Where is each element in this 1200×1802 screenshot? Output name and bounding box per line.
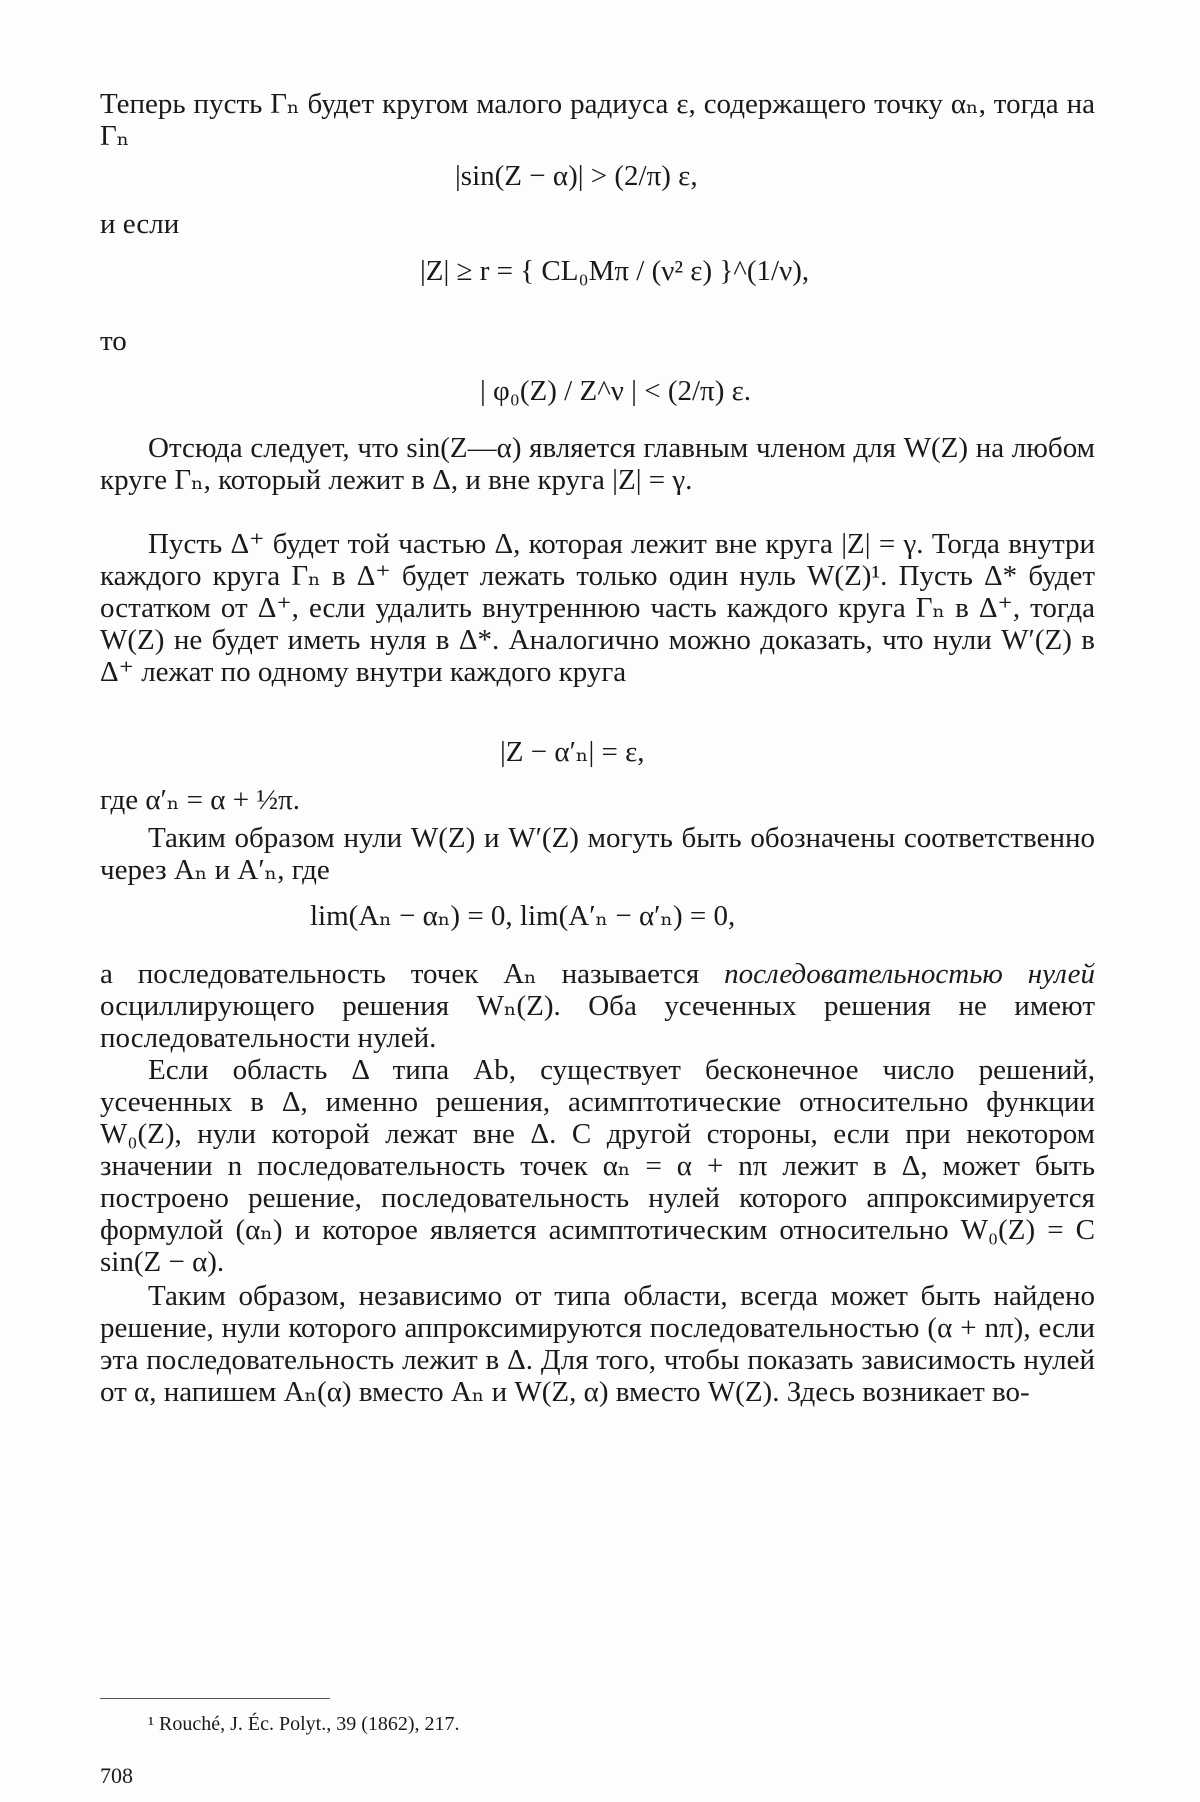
paragraph-alpha-prime: где α′ₙ = α + ½π. [100,784,300,816]
formula-radius-bound: |Z| ≥ r = { CL₀Mπ / (ν² ε) }^(1/ν), [420,255,810,287]
term-zero-sequence: последовательностью нулей [724,958,1095,990]
paragraph-zeros-notation: Таким образом нули W(Z) и W′(Z) могуть быть обозначены соответственно через Aₙ и A′ₙ, где [100,822,1095,886]
paragraph-then: то [100,325,127,357]
formula-sin-inequality: |sin(Z − α)| > (2/π) ε, [455,160,698,192]
paragraph-zero-sequence-part2: осциллирующего решения Wₙ(Z). Оба усеченных решения не имеют последовательности нулей. [100,990,1095,1054]
paragraph-domain-ab: Если область Δ типа Ab, существует бесконечное число решений, усеченных в Δ, именно решения, асимптотические относительно функции W₀(Z), нули которой лежат вне Δ. С другой стороны, если при некотором значении n последовательность точек αₙ = α + nπ лежит в Δ, может быть построено решение, последовательность нулей которого аппроксимируется формулой (αₙ) и которое является асимптотическим относительно W₀(Z) = C sin(Z − α). [100,1054,1095,1278]
footnote-divider [100,1698,330,1699]
paragraph-zero-sequence-part1: а последовательность точек Aₙ называется [100,958,725,990]
formula-circle: |Z − α′ₙ| = ε, [500,736,645,768]
paragraph-if: и если [100,208,180,240]
formula-ratio-bound: | φ₀(Z) / Z^ν | < (2/π) ε. [480,375,752,407]
paragraph-intro: Теперь пусть Γₙ будет кругом малого радиуса ε, содержащего точку αₙ, тогда на Γₙ [100,88,1095,152]
paragraph-main-term: Отсюда следует, что sin(Z—α) является главным членом для W(Z) на любом круге Γₙ, который лежит в Δ, и вне круга |Z| = γ. [100,432,1095,496]
paragraph-independent: Таким образом, независимо от типа области, всегда может быть найдено решение, нули которого аппроксимируются последовательностью (α + nπ), если эта последовательность лежит в Δ. Для того, чтобы показать зависимость нулей от α, напишем Aₙ(α) вместо Aₙ и W(Z, α) вместо W(Z). Здесь возникает во- [100,1280,1095,1408]
paragraph-delta-plus: Пусть Δ⁺ будет той частью Δ, которая лежит вне круга |Z| = γ. Тогда внутри каждого круга Γₙ в Δ⁺ будет лежать только один нуль W(Z)¹. Пусть Δ* будет остатком от Δ⁺, если удалить внутреннюю часть каждого круга Γₙ в Δ⁺, тогда W(Z) не будет иметь нуля в Δ*. Аналогично можно доказать, что нули W′(Z) в Δ⁺ лежат по одному внутри каждого круга [100,528,1095,688]
footnote: ¹ Rouché, J. Éc. Polyt., 39 (1862), 217. [148,1713,460,1735]
formula-limits: lim(Aₙ − αₙ) = 0, lim(A′ₙ − α′ₙ) = 0, [310,900,736,932]
paragraph-zero-sequence [100,958,1095,1054]
page-number: 708 [100,1763,133,1788]
